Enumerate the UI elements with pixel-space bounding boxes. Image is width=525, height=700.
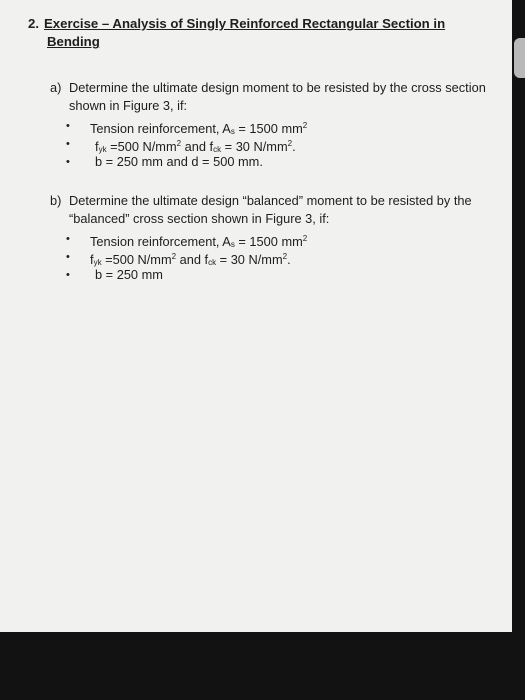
bullet-icon: • bbox=[66, 120, 70, 132]
side-scroll-tab[interactable] bbox=[514, 38, 525, 78]
material-strength-item: fyk =500 $N/mm^2$ and fck = 30 $N/mm^2$. bbox=[95, 139, 296, 154]
exercise-heading bbox=[28, 15, 498, 51]
bullet-icon: • bbox=[66, 269, 70, 281]
tension-reinforcement-item: Tension reinforcement, As = 1500 $mm^2$ bbox=[90, 121, 308, 136]
part-b-intro: Determine the ultimate design “balanced” moment to be resisted by the “balanced” cross section shown in Figure 3, if: bbox=[69, 193, 472, 226]
bullet-icon: • bbox=[66, 138, 70, 150]
section-width-item: b = 250 mm bbox=[95, 267, 163, 282]
list-item bbox=[50, 117, 520, 135]
part-b-bullet-list bbox=[50, 230, 520, 284]
section-dimensions-item: b = 250 mm and d = 500 mm. bbox=[95, 154, 263, 169]
exercise-number: 2. bbox=[28, 16, 39, 31]
bullet-icon: • bbox=[66, 156, 70, 168]
part-a-intro: Determine the ultimate design moment to be resisted by the cross section shown in Figure 3, if: bbox=[69, 80, 486, 113]
list-item bbox=[50, 230, 520, 248]
bullet-icon: • bbox=[66, 233, 70, 245]
list-item bbox=[50, 266, 520, 284]
bullet-icon: • bbox=[66, 251, 70, 263]
list-item bbox=[50, 135, 520, 153]
material-strength-item: fyk =500 $N/mm^2$ and fck = 30 $N/mm^2$. bbox=[90, 252, 291, 267]
list-item bbox=[50, 153, 520, 171]
exercise-title-line2: Bending bbox=[47, 34, 100, 49]
tension-reinforcement-item: Tension reinforcement, As = 1500 $mm^2$ bbox=[90, 234, 308, 249]
part-a-label: a) bbox=[50, 80, 62, 95]
part-b-label: b) bbox=[50, 193, 62, 208]
part-b bbox=[50, 192, 520, 284]
exercise-title-line1: Exercise – Analysis of Singly Reinforced Rectangular Section in bbox=[44, 16, 446, 31]
part-a bbox=[50, 79, 520, 171]
part-a-bullet-list bbox=[50, 117, 520, 171]
list-item bbox=[50, 248, 520, 266]
